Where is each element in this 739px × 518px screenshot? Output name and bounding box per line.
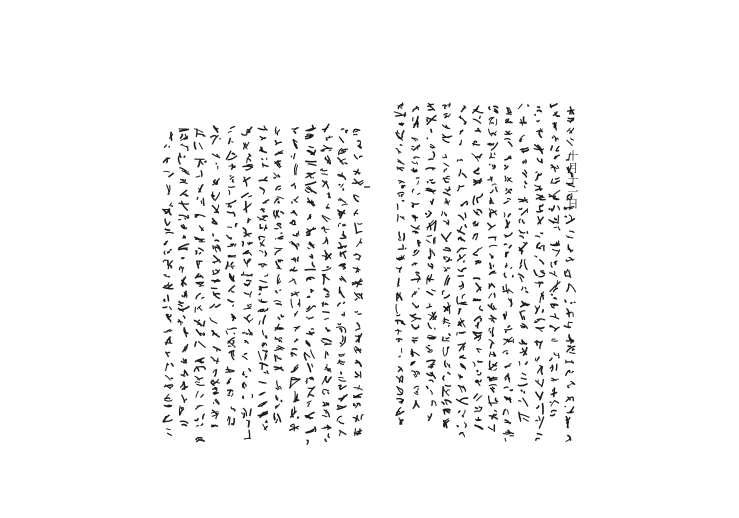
- ink-stroke: [168, 405, 172, 406]
- ink-stroke: [355, 336, 359, 337]
- ink-stroke: [215, 240, 219, 241]
- ink-stroke: [181, 144, 182, 145]
- ink-stroke: [244, 413, 245, 417]
- ink-stroke: [494, 414, 496, 415]
- ink-stroke: [163, 307, 167, 308]
- ink-stroke: [307, 173, 313, 174]
- ink-stroke: [400, 145, 402, 146]
- ink-stroke: [168, 252, 169, 253]
- ink-stroke: [187, 345, 188, 348]
- ink-stroke: [402, 323, 404, 324]
- ink-stroke: [490, 263, 491, 268]
- ink-stroke: [170, 250, 171, 251]
- ink-stroke: [232, 153, 234, 154]
- ink-stroke: [259, 294, 260, 295]
- ink-stroke: [266, 421, 267, 423]
- ink-stroke: [342, 129, 344, 130]
- ink-stroke: [432, 401, 433, 405]
- ink-stroke: [525, 287, 526, 289]
- ink-stroke: [457, 426, 458, 427]
- ink-stroke: [274, 413, 275, 419]
- ink-stroke: [506, 265, 507, 267]
- ink-stroke: [558, 241, 559, 244]
- ink-stroke: [201, 201, 202, 204]
- ink-stroke: [542, 310, 543, 312]
- ink-stroke: [165, 229, 169, 230]
- ink-stroke: [275, 248, 283, 249]
- ink-stroke: [427, 138, 428, 139]
- ink-stroke: [323, 312, 329, 313]
- ink-stroke: [445, 105, 446, 108]
- ink-stroke: [445, 385, 450, 386]
- ink-stroke: [510, 390, 512, 391]
- ink-stroke: [243, 374, 244, 375]
- ink-stroke: [345, 163, 347, 164]
- ink-stroke: [404, 234, 405, 240]
- ink-stroke: [536, 172, 537, 173]
- ink-stroke: [554, 227, 557, 228]
- ink-stroke: [168, 277, 170, 278]
- ink-stroke: [213, 246, 214, 249]
- ink-stroke: [493, 265, 494, 267]
- ink-stroke: [230, 176, 231, 177]
- ink-stroke: [412, 206, 413, 207]
- ink-stroke: [344, 268, 346, 269]
- ink-stroke: [431, 130, 432, 133]
- ink-stroke: [513, 275, 514, 277]
- ink-stroke: [328, 428, 329, 429]
- ink-stroke: [550, 104, 551, 106]
- ink-stroke: [246, 202, 247, 213]
- ink-stroke: [262, 148, 263, 150]
- ink-stroke: [566, 260, 567, 261]
- ink-stroke: [398, 340, 399, 342]
- ink-stroke: [571, 303, 572, 304]
- ink-stroke: [504, 244, 506, 245]
- ink-stroke: [204, 321, 205, 326]
- ink-stroke: [229, 256, 231, 257]
- ink-stroke: [247, 165, 253, 166]
- ink-stroke: [405, 248, 406, 249]
- ink-stroke: [405, 113, 406, 117]
- ink-stroke: [474, 141, 476, 142]
- ink-stroke: [295, 391, 296, 400]
- ink-stroke: [566, 276, 571, 277]
- ink-stroke: [572, 349, 574, 350]
- ink-stroke: [541, 368, 542, 374]
- ink-stroke: [506, 189, 507, 191]
- ink-stroke: [511, 299, 512, 306]
- ink-stroke: [183, 236, 184, 238]
- ink-stroke: [554, 388, 555, 397]
- ink-stroke: [459, 174, 460, 176]
- ink-stroke: [194, 370, 195, 372]
- ink-stroke: [510, 156, 511, 157]
- ink-stroke: [216, 163, 217, 164]
- ink-stroke: [164, 243, 165, 244]
- ink-stroke: [215, 388, 217, 389]
- ink-stroke: [325, 351, 326, 358]
- ink-stroke: [292, 379, 300, 380]
- ink-stroke: [292, 349, 297, 350]
- ink-stroke: [538, 107, 540, 108]
- ink-stroke: [337, 327, 344, 328]
- ink-stroke: [443, 387, 444, 396]
- ink-stroke: [523, 152, 524, 153]
- ink-stroke: [449, 334, 450, 335]
- ink-stroke: [278, 161, 279, 166]
- ink-stroke: [248, 422, 249, 427]
- ink-stroke: [402, 390, 403, 394]
- ink-stroke: [509, 192, 511, 193]
- ink-stroke: [340, 238, 345, 239]
- ink-stroke: [460, 375, 461, 377]
- ink-stroke: [182, 425, 186, 426]
- ink-stroke: [477, 420, 480, 421]
- ink-stroke: [478, 361, 482, 362]
- ink-stroke: [250, 333, 252, 334]
- ink-stroke: [328, 392, 329, 393]
- ink-stroke: [274, 211, 275, 216]
- ink-stroke: [181, 408, 183, 409]
- ink-stroke: [278, 238, 283, 239]
- ink-stroke: [342, 314, 344, 315]
- ink-stroke: [204, 333, 205, 335]
- ink-stroke: [477, 370, 478, 371]
- ink-stroke: [354, 129, 360, 130]
- ink-stroke: [536, 420, 538, 421]
- ink-stroke: [481, 310, 482, 311]
- ink-stroke: [260, 288, 261, 289]
- ink-stroke: [327, 208, 329, 209]
- ink-stroke: [213, 221, 214, 222]
- ink-stroke: [244, 177, 245, 178]
- ink-stroke: [428, 351, 429, 352]
- ink-stroke: [398, 279, 399, 285]
- ink-stroke: [446, 338, 449, 339]
- ink-stroke: [243, 396, 244, 398]
- ink-stroke: [461, 302, 465, 303]
- ink-stroke: [249, 430, 250, 438]
- ink-stroke: [325, 344, 331, 345]
- ink-stroke: [338, 200, 340, 201]
- ink-stroke: [199, 253, 200, 254]
- ink-stroke: [197, 198, 198, 200]
- ink-stroke: [247, 280, 251, 281]
- ink-stroke: [433, 183, 434, 184]
- ink-stroke: [327, 267, 328, 268]
- ink-stroke: [298, 303, 299, 304]
- ink-stroke: [467, 203, 468, 205]
- ink-stroke: [356, 131, 358, 132]
- ink-stroke: [232, 424, 234, 425]
- ink-stroke: [523, 117, 524, 122]
- ink-stroke: [556, 364, 557, 370]
- ink-stroke: [474, 332, 481, 333]
- ink-stroke: [429, 159, 433, 160]
- page-header: 十月十一日: [566, 150, 579, 210]
- ink-stroke: [325, 439, 326, 441]
- ink-stroke: [528, 105, 529, 106]
- ink-stroke: [462, 416, 463, 417]
- ink-stroke: [457, 160, 458, 161]
- ink-stroke: [414, 157, 415, 158]
- ink-stroke: [402, 186, 403, 187]
- ink-stroke: [199, 320, 200, 321]
- ink-stroke: [182, 258, 184, 259]
- ink-stroke: [234, 410, 235, 411]
- ink-stroke: [167, 352, 170, 353]
- ink-stroke: [552, 341, 558, 342]
- ink-stroke: [233, 305, 234, 306]
- ink-stroke: [402, 377, 403, 378]
- ink-stroke: [205, 161, 206, 162]
- ink-stroke: [418, 243, 420, 244]
- ink-stroke: [265, 251, 266, 256]
- ink-stroke: [203, 135, 205, 136]
- ink-stroke: [166, 232, 173, 233]
- ink-stroke: [556, 116, 559, 117]
- ink-stroke: [327, 294, 329, 295]
- ink-stroke: [216, 183, 217, 184]
- ink-stroke: [505, 165, 506, 166]
- ink-stroke: [313, 306, 315, 307]
- ink-stroke: [402, 201, 403, 202]
- ink-stroke: [244, 354, 246, 355]
- ink-stroke: [168, 295, 169, 301]
- ink-stroke: [298, 257, 299, 261]
- ink-stroke: [503, 287, 504, 290]
- ink-stroke: [460, 170, 461, 174]
- ink-stroke: [275, 337, 276, 338]
- ink-stroke: [263, 163, 264, 167]
- ink-stroke: [445, 270, 447, 271]
- ink-stroke: [196, 129, 197, 137]
- ink-stroke: [521, 232, 523, 233]
- ink-stroke: [413, 338, 418, 339]
- ink-stroke: [397, 215, 398, 222]
- ink-stroke: [520, 139, 521, 141]
- ink-stroke: [229, 346, 231, 347]
- ink-stroke: [480, 116, 481, 118]
- ink-stroke: [165, 343, 172, 344]
- ink-stroke: [565, 300, 566, 302]
- ink-stroke: [322, 227, 324, 228]
- ink-stroke: [478, 129, 479, 130]
- ink-stroke: [524, 316, 525, 319]
- ink-stroke: [426, 214, 427, 215]
- ink-stroke: [477, 198, 478, 203]
- ink-stroke: [248, 220, 249, 222]
- ink-stroke: [307, 296, 309, 297]
- ink-stroke: [356, 362, 360, 363]
- ink-stroke: [507, 353, 508, 354]
- ink-stroke: [185, 360, 186, 361]
- ink-stroke: [479, 306, 480, 309]
- ink-stroke: [448, 347, 449, 348]
- ink-stroke: [397, 293, 398, 301]
- ink-stroke: [341, 372, 342, 373]
- ink-stroke: [278, 201, 279, 202]
- ink-stroke: [490, 164, 491, 165]
- ink-stroke: [311, 290, 312, 293]
- ink-stroke: [231, 206, 232, 207]
- ink-stroke: [260, 225, 261, 228]
- ink-stroke: [552, 294, 553, 295]
- ink-stroke: [242, 242, 243, 246]
- ink-stroke: [211, 288, 217, 289]
- ink-stroke: [574, 302, 575, 303]
- ink-stroke: [315, 427, 316, 431]
- ink-stroke: [233, 341, 234, 344]
- ink-stroke: [526, 291, 528, 292]
- ink-stroke: [573, 312, 574, 316]
- ink-stroke: [234, 419, 235, 424]
- page-gutter-mark: [364, 186, 370, 188]
- ink-stroke: [259, 180, 267, 181]
- ink-stroke: [184, 156, 185, 157]
- ink-stroke: [343, 302, 344, 303]
- ink-stroke: [541, 233, 543, 234]
- ink-stroke: [298, 417, 299, 418]
- ink-stroke: [460, 255, 461, 257]
- ink-stroke: [188, 215, 189, 217]
- ink-stroke: [326, 139, 327, 140]
- ink-stroke: [475, 408, 477, 409]
- ink-stroke: [229, 187, 235, 188]
- ink-stroke: [345, 337, 346, 343]
- ink-stroke: [233, 276, 234, 282]
- ink-stroke: [566, 362, 573, 363]
- ink-stroke: [278, 175, 279, 177]
- ink-stroke: [434, 328, 435, 329]
- ink-stroke: [503, 433, 509, 434]
- ink-stroke: [195, 215, 196, 217]
- ink-stroke: [430, 180, 433, 181]
- ink-stroke: [259, 238, 260, 240]
- ink-stroke: [459, 310, 460, 312]
- ink-stroke: [552, 137, 553, 138]
- ink-stroke: [243, 332, 245, 333]
- ink-stroke: [459, 333, 464, 334]
- ink-stroke: [413, 168, 414, 172]
- ink-stroke: [565, 216, 566, 217]
- ink-stroke: [442, 337, 443, 340]
- ink-stroke: [164, 299, 165, 301]
- ink-stroke: [508, 326, 510, 327]
- ink-stroke: [567, 417, 568, 427]
- ink-stroke: [416, 272, 419, 273]
- ink-stroke: [213, 234, 214, 236]
- ink-stroke: [201, 171, 202, 176]
- ink-stroke: [428, 109, 433, 110]
- ink-stroke: [262, 159, 263, 160]
- ink-stroke: [203, 199, 204, 206]
- ink-stroke: [459, 309, 461, 310]
- ink-stroke: [476, 380, 478, 381]
- ink-stroke: [275, 291, 276, 292]
- ink-stroke: [416, 170, 417, 172]
- ink-stroke: [536, 328, 544, 329]
- ink-stroke: [554, 298, 556, 299]
- ink-stroke: [449, 326, 450, 327]
- ink-stroke: [171, 266, 172, 268]
- ink-stroke: [464, 261, 465, 262]
